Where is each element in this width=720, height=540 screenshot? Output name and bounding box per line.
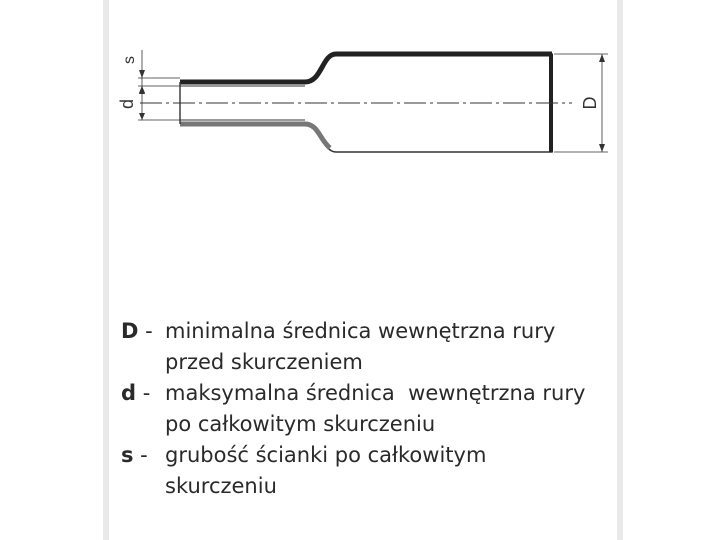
legend-key-sep: - — [138, 319, 153, 343]
legend-key — [121, 378, 165, 440]
D-arrow-top — [599, 54, 605, 62]
legend — [121, 316, 611, 502]
d-label: d — [117, 98, 137, 110]
legend-item-d — [121, 378, 611, 440]
D-arrow-bottom — [599, 144, 605, 152]
legend-key-letter: d — [121, 381, 137, 405]
d-arrow-top — [139, 86, 145, 93]
legend-key-sep: - — [136, 381, 151, 405]
legend-description — [165, 440, 611, 502]
s-arrow-top — [139, 70, 145, 78]
legend-key — [121, 316, 165, 378]
d-arrow-bottom — [139, 113, 145, 120]
D-label: D — [580, 96, 600, 110]
legend-key-sep: - — [133, 443, 148, 467]
legend-line: po całkowitym skurczeniu — [165, 412, 436, 436]
legend-item-s — [121, 440, 611, 502]
legend-key — [121, 440, 165, 502]
legend-description — [165, 378, 611, 440]
legend-line: maksymalna średnica wewnętrzna rury — [165, 381, 586, 405]
legend-key-letter: D — [121, 319, 139, 343]
legend-line: przed skurczeniem — [165, 350, 363, 374]
legend-key-letter: s — [121, 443, 134, 467]
tube-wall-bottom — [180, 124, 330, 148]
s-label: s — [121, 56, 138, 64]
legend-line: minimalna średnica wewnętrzna rury — [165, 319, 556, 343]
legend-description — [165, 316, 611, 378]
legend-item-D — [121, 316, 611, 378]
legend-line: grubość ścianki po całkowitym — [165, 443, 487, 467]
legend-line: skurczeniu — [165, 474, 277, 498]
